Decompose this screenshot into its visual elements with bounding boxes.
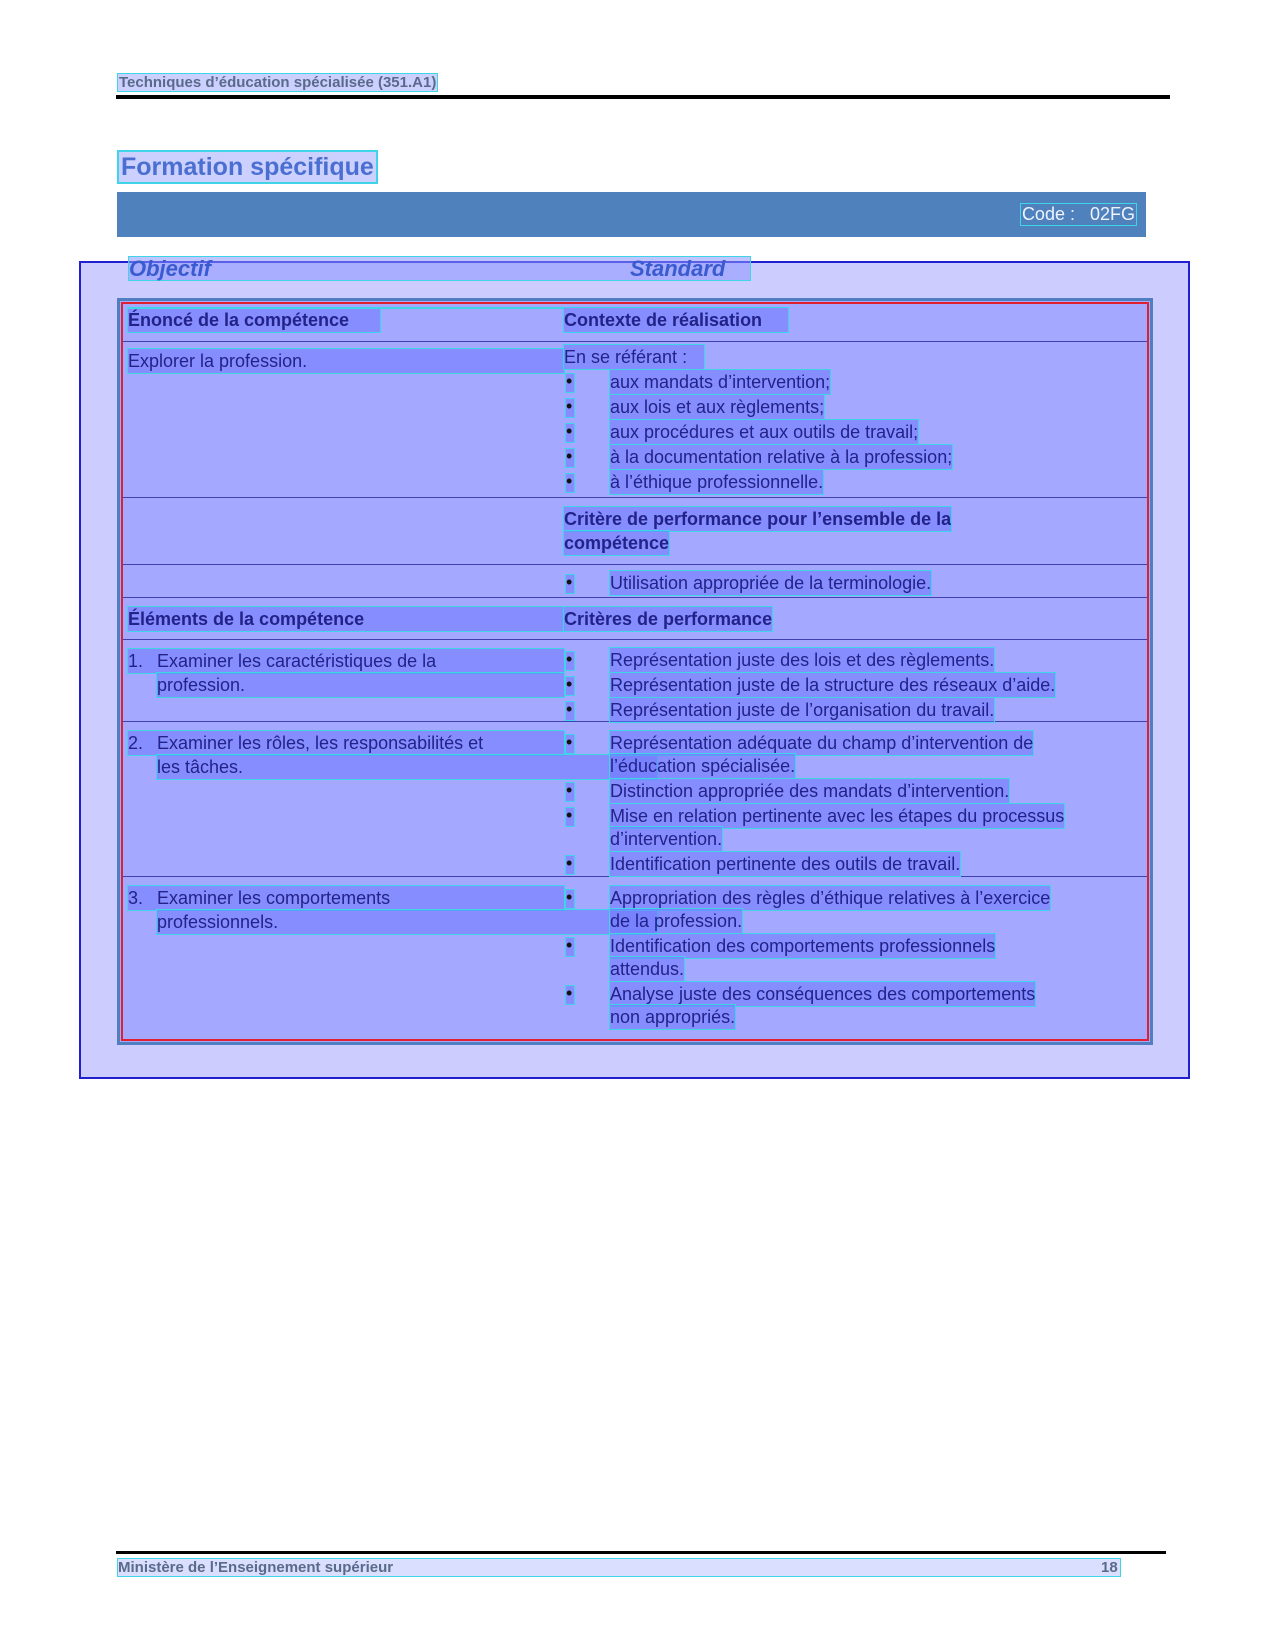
enonce-value: Explorer la profession.	[128, 351, 308, 371]
running-header: Techniques d’éducation spécialisée (351.A1)	[119, 74, 437, 91]
criterion: Représentation juste des lois et des règlements.	[610, 650, 995, 670]
contexte-item: à l’éthique professionnelle.	[610, 472, 824, 492]
code-bar	[117, 192, 1146, 237]
bullet-icon	[566, 856, 574, 874]
element-2-line2	[157, 755, 657, 779]
footer-ministry: Ministère de l’Enseignement supérieur	[118, 1559, 394, 1576]
row-divider	[123, 639, 1147, 640]
row-divider	[123, 564, 1147, 565]
criterion: Identification pertinente des outils de travail.	[610, 854, 961, 874]
element-2-number: 2.	[128, 733, 144, 753]
bullet-icon	[566, 652, 574, 670]
element-2-text: Examiner les rôles, les responsabilités et	[157, 733, 484, 753]
bullet-icon	[566, 938, 574, 956]
elements-header	[128, 607, 564, 631]
contexte-item: à la documentation relative à la profession;	[610, 447, 953, 467]
header-divider	[116, 95, 1170, 99]
row-divider	[123, 341, 1147, 342]
row-divider	[123, 497, 1147, 498]
bullet-icon	[566, 374, 574, 392]
bullet-icon	[566, 986, 574, 1004]
criterion: Représentation juste de l’organisation du travail.	[610, 700, 995, 720]
page-number: 18	[1101, 1559, 1118, 1576]
enonce-text	[128, 349, 564, 373]
criterion: Mise en relation pertinente avec les étapes du processus	[610, 806, 1065, 826]
bullet-icon	[566, 808, 574, 826]
criterion: Représentation juste de la structure des réseaux d’aide.	[610, 675, 1056, 695]
criterion-cont: attendus.	[610, 959, 685, 979]
contexte-item: aux mandats d’intervention;	[610, 372, 831, 392]
element-1-text-cont: profession.	[157, 675, 246, 695]
criterion: Représentation adéquate du champ d’intervention de	[610, 733, 1034, 753]
element-2-line1	[128, 731, 564, 755]
page-title: Formation spécifique	[121, 153, 374, 181]
bullet-icon	[566, 677, 574, 695]
footer-divider	[116, 1551, 1166, 1554]
contexte-header: Contexte de réalisation	[564, 308, 788, 332]
element-3-number: 3.	[128, 888, 144, 908]
bullet-icon	[566, 449, 574, 467]
elements-header-text: Éléments de la compétence	[128, 609, 365, 629]
criteres-ensemble-heading-line2: compétence	[564, 533, 670, 553]
objective-standard-labels	[129, 257, 750, 280]
criterion: Distinction appropriée des mandats d’intervention.	[610, 781, 1010, 801]
bullet-icon	[566, 399, 574, 417]
criterion: Appropriation des règles d’éthique relatives à l’exercice	[610, 888, 1051, 908]
criterion-cont: de la profession.	[610, 911, 743, 931]
bullet-icon	[566, 424, 574, 442]
element-1-line2	[157, 673, 564, 697]
objectif-label: Objectif	[129, 256, 211, 281]
element-3-line2	[157, 910, 657, 934]
contexte-item: aux procédures et aux outils de travail;	[610, 422, 919, 442]
competency-code: Code : 02FG	[1021, 204, 1135, 224]
criterion: Identification des comportements professionnels	[610, 936, 996, 956]
criterion-cont: l’éducation spécialisée.	[610, 756, 796, 776]
contexte-intro: En se référant :	[564, 345, 704, 369]
row-divider	[123, 876, 1147, 877]
contexte-item: aux lois et aux règlements;	[610, 397, 825, 417]
element-3-text-cont: professionnels.	[157, 912, 279, 932]
bullet-icon	[566, 783, 574, 801]
element-2-text-cont: les tâches.	[157, 757, 244, 777]
bullet-icon	[566, 702, 574, 720]
criterion-cont: non appropriés.	[610, 1007, 736, 1027]
standard-label: Standard	[630, 256, 726, 281]
enonce-header: Énoncé de la compétence	[128, 308, 380, 332]
bullet-icon	[566, 474, 574, 492]
element-1-text: Examiner les caractéristiques de la	[157, 651, 437, 671]
element-3-text: Examiner les comportements	[157, 888, 391, 908]
element-1-number: 1.	[128, 651, 144, 671]
criteres-ensemble-heading-line1: Critère de performance pour l’ensemble de la	[564, 509, 952, 529]
criterion-cont: d’intervention.	[610, 829, 723, 849]
element-1-line1	[128, 649, 564, 673]
bullet-icon	[566, 575, 574, 593]
element-3-line1	[128, 886, 564, 910]
criterion: Analyse juste des conséquences des comportements	[610, 984, 1036, 1004]
criteres-header: Critères de performance	[564, 609, 773, 629]
bullet-icon	[566, 890, 574, 908]
criteres-ensemble-item: Utilisation appropriée de la terminologie.	[610, 573, 932, 593]
row-divider	[123, 597, 1147, 598]
bullet-icon	[566, 735, 574, 753]
